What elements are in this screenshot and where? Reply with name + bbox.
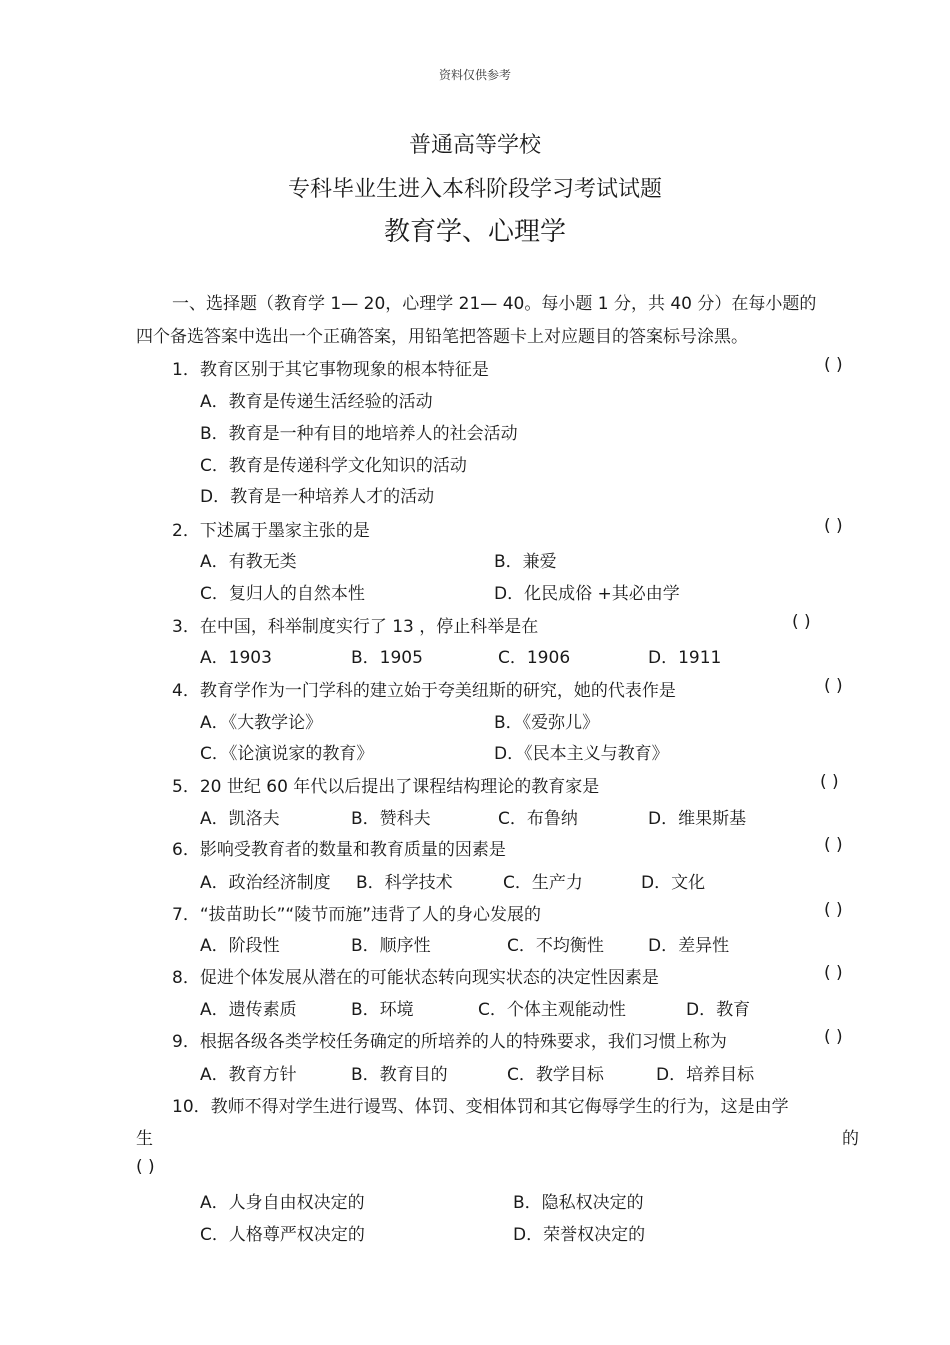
question-6-option-b: B．科学技术: [356, 873, 453, 893]
question-10-option-c: C．人格尊严权决定的: [200, 1225, 365, 1245]
question-8-answer-blank: ( ): [824, 963, 843, 983]
question-10-stem-line2-right: 的: [842, 1129, 859, 1149]
question-6-answer-blank: ( ): [824, 835, 843, 855]
question-4-option-b: B．《爱弥儿》: [494, 713, 600, 733]
question-7-stem: 7．“拔苗助长”“陵节而施”违背了人的身心发展的: [172, 905, 542, 925]
section-intro-line1: 一、选择题（教育学 1— 20，心理学 21— 40。每小题 1 分，共 40 分）在每小题的: [172, 294, 817, 314]
question-5-option-a: A．凯洛夫: [200, 809, 280, 829]
question-2-option-a: A．有教无类: [200, 552, 297, 572]
question-8-stem: 8．促进个体发展从潜在的可能状态转向现实状态的决定性因素是: [172, 968, 659, 988]
question-9-option-a: A．教育方针: [200, 1065, 297, 1085]
question-8-option-a: A．遗传素质: [200, 1000, 297, 1020]
question-4-option-a: A．《大教学论》: [200, 713, 323, 733]
exam-subject-title: 教育学、心理学: [383, 217, 566, 247]
question-9-option-c: C．教学目标: [507, 1065, 604, 1085]
question-1-option-c: C．教育是传递科学文化知识的活动: [200, 456, 467, 476]
question-3-option-d: D．1911: [648, 648, 722, 668]
section-intro-line2: 四个备选答案中选出一个正确答案，用铅笔把答题卡上对应题目的答案标号涂黑。: [136, 327, 748, 347]
question-9-stem: 9．根据各级各类学校任务确定的所培养的人的特殊要求，我们习惯上称为: [172, 1032, 727, 1052]
question-1-stem: 1．教育区别于其它事物现象的根本特征是: [172, 360, 489, 380]
question-8-option-d: D．教育: [686, 1000, 751, 1020]
question-7-option-c: C．不均衡性: [507, 936, 604, 956]
question-9-option-d: D．培养目标: [656, 1065, 755, 1085]
question-10-option-a: A．人身自由权决定的: [200, 1193, 365, 1213]
question-7-answer-blank: ( ): [824, 900, 843, 920]
question-6-option-a: A．政治经济制度: [200, 873, 331, 893]
question-2-option-d: D．化民成俗 +其必由学: [494, 584, 680, 604]
question-6-option-d: D．文化: [641, 873, 706, 893]
question-2-option-c: C．复归人的自然本性: [200, 584, 365, 604]
question-7-option-b: B．顺序性: [351, 936, 431, 956]
question-6-option-c: C．生产力: [503, 873, 583, 893]
question-5-option-d: D．维果斯基: [648, 809, 747, 829]
question-1-option-a: A．教育是传递生活经验的活动: [200, 392, 433, 412]
question-1-answer-blank: ( ): [824, 355, 843, 375]
question-1-option-b: B．教育是一种有目的地培养人的社会活动: [200, 424, 518, 444]
question-9-option-b: B．教育目的: [351, 1065, 448, 1085]
question-5-answer-blank: ( ): [820, 772, 839, 792]
question-6-stem: 6．影响受教育者的数量和教育质量的因素是: [172, 840, 506, 860]
question-10-option-d: D．荣誉权决定的: [513, 1225, 646, 1245]
question-2-option-b: B．兼爱: [494, 552, 557, 572]
question-2-answer-blank: ( ): [824, 516, 843, 536]
question-1-option-d: D．教育是一种培养人才的活动: [200, 487, 435, 507]
question-5-option-b: B．赞科夫: [351, 809, 431, 829]
question-3-option-a: A．1903: [200, 648, 272, 668]
question-7-option-d: D．差异性: [648, 936, 730, 956]
question-7-option-a: A．阶段性: [200, 936, 280, 956]
question-10-stem-line1: 10．教师不得对学生进行谩骂、体罚、变相体罚和其它侮辱学生的行为，这是由学: [172, 1097, 789, 1117]
question-10-stem-line2-left: 生: [136, 1129, 153, 1149]
question-3-answer-blank: ( ): [792, 612, 811, 632]
question-4-option-c: C．《论演说家的教育》: [200, 744, 374, 764]
exam-title-line1: 普通高等学校: [408, 133, 541, 158]
question-4-option-d: D．《民本主义与教育》: [494, 744, 669, 764]
header-note: 资料仅供参考: [438, 68, 511, 82]
question-4-stem: 4．教育学作为一门学科的建立始于夸美纽斯的研究，她的代表作是: [172, 681, 676, 701]
question-8-option-b: B．环境: [351, 1000, 414, 1020]
question-5-stem: 5．20 世纪 60 年代以后提出了课程结构理论的教育家是: [172, 777, 600, 797]
question-3-stem: 3．在中国，科举制度实行了 13 ，停止科举是在: [172, 617, 539, 637]
question-3-option-c: C．1906: [498, 648, 571, 668]
question-8-option-c: C．个体主观能动性: [478, 1000, 626, 1020]
question-2-stem: 2．下述属于墨家主张的是: [172, 521, 370, 541]
question-10-option-b: B．隐私权决定的: [513, 1193, 644, 1213]
question-9-answer-blank: ( ): [824, 1027, 843, 1047]
question-4-answer-blank: ( ): [824, 676, 843, 696]
question-10-answer-blank: ( ): [136, 1157, 155, 1177]
question-5-option-c: C．布鲁纳: [498, 809, 578, 829]
exam-title-line2: 专科毕业生进入本科阶段学习考试试题: [287, 177, 662, 202]
question-3-option-b: B．1905: [351, 648, 423, 668]
